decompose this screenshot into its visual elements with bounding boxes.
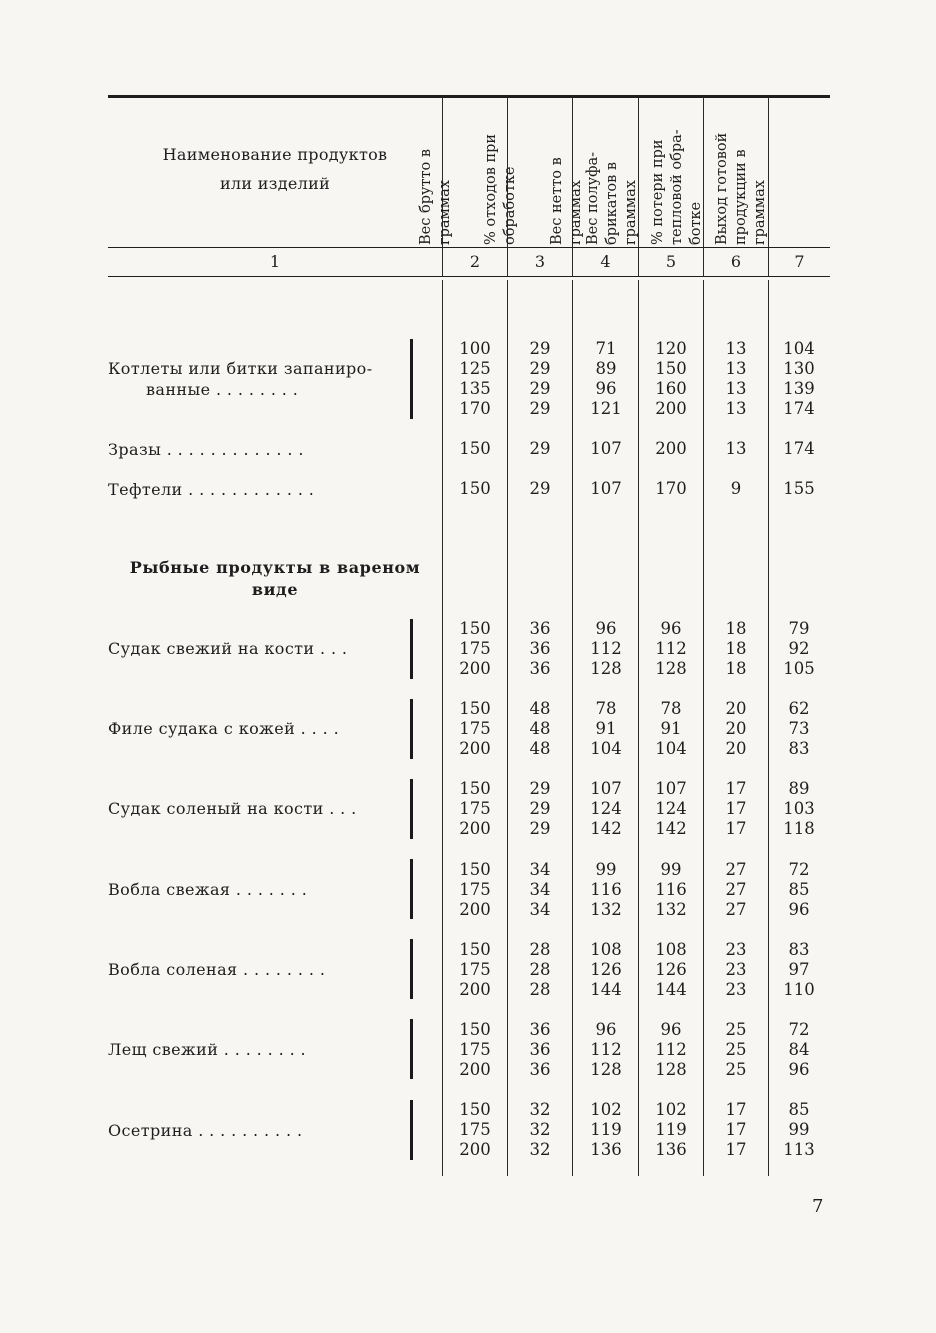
table-cell: 200 xyxy=(459,659,491,678)
table-cell: 124 xyxy=(655,799,687,818)
table-cell: 119 xyxy=(590,1120,622,1139)
table-cell: 116 xyxy=(590,880,622,899)
table-cell: 155 xyxy=(783,479,815,498)
table-cell: 36 xyxy=(529,1020,551,1039)
table-cell: 102 xyxy=(590,1100,622,1119)
table-cell: 27 xyxy=(725,860,747,879)
table-cell: 200 xyxy=(459,1140,491,1159)
table-cell: 139 xyxy=(783,379,815,398)
table-cell: 125 xyxy=(459,359,491,378)
table-cell: 28 xyxy=(529,960,551,979)
table-cell: 99 xyxy=(788,1120,810,1139)
table-cell: 104 xyxy=(655,739,687,758)
table-cell: 200 xyxy=(459,819,491,838)
table-cell: 175 xyxy=(459,639,491,658)
table-cell: 25 xyxy=(725,1020,747,1039)
table-cell: 150 xyxy=(459,479,491,498)
table-cell: 150 xyxy=(459,779,491,798)
table-cell: 13 xyxy=(725,339,747,358)
table-cell: 29 xyxy=(529,479,551,498)
table-cell: 142 xyxy=(590,819,622,838)
table-cell: 9 xyxy=(730,479,742,498)
column-number: 6 xyxy=(730,252,742,271)
table-cell: 36 xyxy=(529,659,551,678)
group-bracket xyxy=(410,1019,413,1079)
group-bracket xyxy=(410,619,413,679)
table-cell: 20 xyxy=(725,719,747,738)
table-cell: 29 xyxy=(529,339,551,358)
column-rule xyxy=(768,280,769,1176)
table-cell: 36 xyxy=(529,1040,551,1059)
table-cell: 128 xyxy=(655,659,687,678)
table-cell: 83 xyxy=(788,739,810,758)
product-name-header-line: Наименование продуктов xyxy=(162,145,388,164)
table-cell: 150 xyxy=(459,860,491,879)
product-name: Лещ свежий . . . . . . . . xyxy=(108,1040,307,1059)
column-header-text: Вес брутто в граммах xyxy=(418,148,453,245)
table-cell: 107 xyxy=(590,479,622,498)
table-cell: 79 xyxy=(788,619,810,638)
table-cell: 17 xyxy=(725,819,747,838)
table-cell: 112 xyxy=(590,1040,622,1059)
table-cell: 150 xyxy=(459,439,491,458)
column-header-text: Вес полуфа- брикатов в граммах xyxy=(585,152,639,245)
table-cell: 104 xyxy=(783,339,815,358)
table-cell: 96 xyxy=(595,379,617,398)
table-cell: 130 xyxy=(783,359,815,378)
table-cell: 175 xyxy=(459,799,491,818)
product-name: Тефтели . . . . . . . . . . . . xyxy=(108,480,315,499)
table-cell: 48 xyxy=(529,719,551,738)
group-bracket xyxy=(410,1100,413,1160)
table-cell: 113 xyxy=(783,1140,815,1159)
table-cell: 29 xyxy=(529,399,551,418)
table-cell: 73 xyxy=(788,719,810,738)
table-cell: 91 xyxy=(660,719,682,738)
table-cell: 102 xyxy=(655,1100,687,1119)
table-cell: 200 xyxy=(459,980,491,999)
table-cell: 18 xyxy=(725,639,747,658)
table-cell: 32 xyxy=(529,1140,551,1159)
column-header-text: % отходов при обработке xyxy=(483,133,518,245)
group-bracket xyxy=(410,699,413,759)
column-number-rule xyxy=(108,276,830,277)
table-cell: 200 xyxy=(655,439,687,458)
table-cell: 132 xyxy=(655,900,687,919)
table-cell: 23 xyxy=(725,980,747,999)
table-cell: 17 xyxy=(725,1100,747,1119)
table-cell: 150 xyxy=(459,1020,491,1039)
table-cell: 23 xyxy=(725,960,747,979)
table-cell: 17 xyxy=(725,1120,747,1139)
section-title-line: виде xyxy=(251,580,299,599)
table-cell: 170 xyxy=(655,479,687,498)
section-title-line: Рыбные продукты в вареном xyxy=(129,558,421,577)
table-cell: 144 xyxy=(655,980,687,999)
table-cell: 36 xyxy=(529,639,551,658)
table-cell: 174 xyxy=(783,439,815,458)
table-cell: 27 xyxy=(725,900,747,919)
table-cell: 135 xyxy=(459,379,491,398)
table-cell: 28 xyxy=(529,980,551,999)
table-cell: 17 xyxy=(725,1140,747,1159)
table-cell: 175 xyxy=(459,1040,491,1059)
table-cell: 110 xyxy=(783,980,815,999)
table-cell: 48 xyxy=(529,699,551,718)
table-cell: 84 xyxy=(788,1040,810,1059)
table-cell: 28 xyxy=(529,940,551,959)
table-cell: 112 xyxy=(590,639,622,658)
group-bracket xyxy=(410,859,413,919)
table-cell: 34 xyxy=(529,900,551,919)
table-cell: 144 xyxy=(590,980,622,999)
table-cell: 18 xyxy=(725,659,747,678)
product-name-header xyxy=(108,140,442,198)
table-cell: 71 xyxy=(595,339,617,358)
table-cell: 29 xyxy=(529,379,551,398)
table-cell: 108 xyxy=(590,940,622,959)
table-cell: 25 xyxy=(725,1040,747,1059)
column-rule xyxy=(638,280,639,1176)
table-cell: 13 xyxy=(725,359,747,378)
table-cell: 136 xyxy=(590,1140,622,1159)
table-cell: 72 xyxy=(788,1020,810,1039)
table-cell: 150 xyxy=(655,359,687,378)
column-number: 3 xyxy=(534,252,546,271)
table-cell: 105 xyxy=(783,659,815,678)
table-cell: 17 xyxy=(725,799,747,818)
table-cell: 175 xyxy=(459,719,491,738)
table-cell: 170 xyxy=(459,399,491,418)
table-cell: 27 xyxy=(725,880,747,899)
product-name: Котлеты или битки запаниро- xyxy=(108,359,373,378)
table-cell: 20 xyxy=(725,699,747,718)
table-cell: 96 xyxy=(595,1020,617,1039)
column-rule xyxy=(442,280,443,1176)
table-cell: 124 xyxy=(590,799,622,818)
table-cell: 142 xyxy=(655,819,687,838)
table-cell: 32 xyxy=(529,1120,551,1139)
table-cell: 175 xyxy=(459,880,491,899)
table-cell: 200 xyxy=(459,900,491,919)
table-cell: 34 xyxy=(529,880,551,899)
column-number: 2 xyxy=(469,252,481,271)
product-name: Судак соленый на кости . . . xyxy=(108,799,357,818)
table-cell: 128 xyxy=(590,1060,622,1079)
table-cell: 120 xyxy=(655,339,687,358)
table-cell: 103 xyxy=(783,799,815,818)
table-cell: 92 xyxy=(788,639,810,658)
table-cell: 13 xyxy=(725,379,747,398)
table-cell: 36 xyxy=(529,1060,551,1079)
table-cell: 100 xyxy=(459,339,491,358)
header-divider-rule xyxy=(108,247,830,248)
table-cell: 29 xyxy=(529,359,551,378)
table-cell: 108 xyxy=(655,940,687,959)
table-cell: 126 xyxy=(655,960,687,979)
table-cell: 107 xyxy=(655,779,687,798)
table-cell: 72 xyxy=(788,860,810,879)
table-cell: 150 xyxy=(459,699,491,718)
column-number: 1 xyxy=(269,252,281,271)
product-name: Осетрина . . . . . . . . . . xyxy=(108,1121,303,1140)
table-cell: 200 xyxy=(655,399,687,418)
table-cell: 78 xyxy=(660,699,682,718)
table-cell: 29 xyxy=(529,799,551,818)
table-cell: 29 xyxy=(529,819,551,838)
table-cell: 121 xyxy=(590,399,622,418)
table-cell: 48 xyxy=(529,739,551,758)
product-name: Вобла соленая . . . . . . . . xyxy=(108,960,326,979)
table-cell: 175 xyxy=(459,960,491,979)
table-cell: 107 xyxy=(590,779,622,798)
table-cell: 78 xyxy=(595,699,617,718)
column-number: 4 xyxy=(600,252,611,271)
table-cell: 85 xyxy=(788,1100,810,1119)
table-cell: 89 xyxy=(788,779,810,798)
product-name-header-line: или изделий xyxy=(219,174,331,193)
table-cell: 128 xyxy=(590,659,622,678)
table-cell: 150 xyxy=(459,1100,491,1119)
group-bracket xyxy=(410,779,413,839)
column-rule xyxy=(703,280,704,1176)
table-cell: 20 xyxy=(725,739,747,758)
table-cell: 89 xyxy=(595,359,617,378)
table-cell: 150 xyxy=(459,940,491,959)
table-cell: 29 xyxy=(529,779,551,798)
table-cell: 96 xyxy=(660,1020,682,1039)
table-cell: 119 xyxy=(655,1120,687,1139)
table-cell: 91 xyxy=(595,719,617,738)
table-cell: 128 xyxy=(655,1060,687,1079)
table-cell: 97 xyxy=(788,960,810,979)
table-cell: 23 xyxy=(725,940,747,959)
table-cell: 112 xyxy=(655,639,687,658)
page-number: 7 xyxy=(812,1196,824,1217)
table-cell: 34 xyxy=(529,860,551,879)
table-cell: 96 xyxy=(595,619,617,638)
table-cell: 116 xyxy=(655,880,687,899)
table-cell: 136 xyxy=(655,1140,687,1159)
column-header-text: Выход готовой продукции в граммах xyxy=(713,132,768,245)
group-bracket xyxy=(410,939,413,999)
table-cell: 96 xyxy=(788,1060,810,1079)
column-header-text: % потери при тепловой обра- ботке xyxy=(650,129,704,245)
table-cell: 62 xyxy=(788,699,810,718)
table-cell: 99 xyxy=(660,860,682,879)
table-cell: 200 xyxy=(459,1060,491,1079)
product-name: Вобла свежая . . . . . . . xyxy=(108,880,308,899)
table-cell: 96 xyxy=(788,900,810,919)
table-cell: 13 xyxy=(725,439,747,458)
table-cell: 13 xyxy=(725,399,747,418)
column-header-text: Вес нетто в граммах xyxy=(548,157,584,245)
table-cell: 174 xyxy=(783,399,815,418)
table-cell: 83 xyxy=(788,940,810,959)
table-cell: 17 xyxy=(725,779,747,798)
product-name: Судак свежий на кости . . . xyxy=(108,639,348,658)
product-name: Филе судака с кожей . . . . xyxy=(108,719,340,738)
column-rule xyxy=(507,280,508,1176)
table-cell: 160 xyxy=(655,379,687,398)
table-cell: 32 xyxy=(529,1100,551,1119)
table-cell: 107 xyxy=(590,439,622,458)
table-cell: 36 xyxy=(529,619,551,638)
table-cell: 104 xyxy=(590,739,622,758)
table-cell: 96 xyxy=(660,619,682,638)
table-cell: 175 xyxy=(459,1120,491,1139)
table-cell: 132 xyxy=(590,900,622,919)
column-header-output-weight xyxy=(713,97,830,245)
table-cell: 25 xyxy=(725,1060,747,1079)
table-cell: 18 xyxy=(725,619,747,638)
table-cell: 200 xyxy=(459,739,491,758)
table-cell: 85 xyxy=(788,880,810,899)
group-bracket xyxy=(410,339,413,419)
table-cell: 112 xyxy=(655,1040,687,1059)
table-cell: 150 xyxy=(459,619,491,638)
table-cell: 99 xyxy=(595,860,617,879)
column-rule xyxy=(572,280,573,1176)
column-number: 5 xyxy=(665,252,677,271)
table-cell: 126 xyxy=(590,960,622,979)
table-cell: 29 xyxy=(529,439,551,458)
column-number: 7 xyxy=(794,252,805,271)
product-name: Зразы . . . . . . . . . . . . . xyxy=(108,440,304,459)
product-name: ванные . . . . . . . . xyxy=(146,380,299,399)
table-cell: 118 xyxy=(783,819,815,838)
section-title xyxy=(108,557,442,601)
